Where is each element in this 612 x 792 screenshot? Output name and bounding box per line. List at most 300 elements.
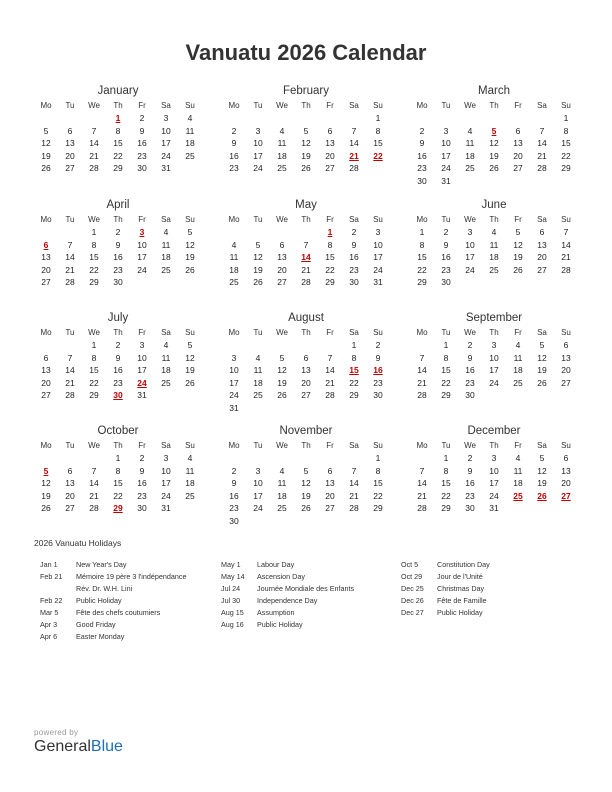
day-cell: 13 bbox=[325, 478, 335, 488]
holiday-date: Feb 22 bbox=[40, 596, 63, 605]
month-day-grid bbox=[34, 326, 202, 402]
page-title: Vanuatu 2026 Calendar bbox=[185, 40, 427, 65]
empty-cell bbox=[34, 452, 58, 465]
day-cell: 28 bbox=[89, 503, 99, 513]
month-day-grid bbox=[222, 99, 390, 175]
month-name: June bbox=[481, 199, 507, 211]
day-cell: 2 bbox=[419, 125, 425, 136]
day-cell: 21 bbox=[349, 490, 359, 501]
day-cell: 12 bbox=[253, 252, 263, 262]
holiday-name: Constitution Day bbox=[437, 560, 490, 569]
weekday-header: Mo bbox=[416, 215, 428, 224]
day-cell: 1 bbox=[115, 453, 121, 463]
holiday-column bbox=[221, 559, 354, 631]
day-cell: 4 bbox=[279, 465, 285, 476]
weekday-header: Su bbox=[373, 328, 383, 337]
day-cell: 20 bbox=[65, 490, 75, 501]
weekday-header: Sa bbox=[537, 101, 547, 110]
day-cell: 15 bbox=[325, 252, 335, 262]
day-cell: 6 bbox=[67, 125, 73, 136]
day-cell: 18 bbox=[513, 478, 523, 488]
day-cell: 21 bbox=[65, 264, 75, 275]
day-cell: 26 bbox=[537, 377, 547, 388]
day-cell: 12 bbox=[277, 365, 287, 375]
empty-cell bbox=[58, 339, 82, 352]
day-cell: 12 bbox=[301, 478, 311, 488]
month-name: December bbox=[467, 425, 521, 437]
holiday-day-cell: 3 bbox=[139, 227, 145, 237]
month-name: August bbox=[288, 312, 324, 324]
month-october bbox=[34, 423, 202, 515]
month-name: March bbox=[478, 85, 510, 97]
day-cell: 21 bbox=[65, 377, 75, 388]
day-cell: 23 bbox=[349, 264, 359, 275]
weekday-header: Fr bbox=[138, 328, 146, 337]
month-day-grid bbox=[410, 326, 578, 402]
weekday-header: Tu bbox=[441, 328, 451, 337]
day-cell: 20 bbox=[301, 377, 311, 388]
empty-cell bbox=[246, 452, 270, 465]
day-cell: 3 bbox=[163, 453, 169, 463]
day-cell: 22 bbox=[89, 264, 99, 275]
holiday-name: Easter Monday bbox=[76, 632, 125, 641]
holiday-row bbox=[40, 607, 186, 619]
day-cell: 23 bbox=[465, 490, 475, 501]
day-cell: 19 bbox=[41, 490, 51, 501]
weekday-header: Tu bbox=[65, 441, 75, 450]
empty-cell bbox=[34, 112, 58, 125]
day-cell: 7 bbox=[351, 125, 357, 136]
month-name: November bbox=[279, 425, 333, 437]
day-cell: 5 bbox=[279, 352, 285, 363]
weekday-header: Th bbox=[113, 441, 123, 450]
month-name: May bbox=[295, 199, 317, 211]
day-cell: 15 bbox=[113, 138, 123, 148]
day-cell: 31 bbox=[161, 503, 171, 513]
day-cell: 17 bbox=[161, 478, 171, 488]
empty-cell bbox=[294, 339, 318, 352]
day-cell: 9 bbox=[419, 138, 425, 148]
day-cell: 27 bbox=[277, 277, 287, 287]
day-cell: 15 bbox=[441, 478, 451, 488]
day-cell: 10 bbox=[373, 239, 383, 250]
day-cell: 17 bbox=[489, 478, 499, 488]
day-cell: 9 bbox=[115, 239, 121, 250]
day-cell: 15 bbox=[89, 252, 99, 262]
weekday-header: Mo bbox=[228, 328, 240, 337]
day-cell: 9 bbox=[443, 239, 449, 250]
empty-cell bbox=[270, 339, 294, 352]
weekday-header: Su bbox=[561, 215, 571, 224]
day-cell: 20 bbox=[561, 365, 571, 375]
day-cell: 19 bbox=[513, 252, 523, 262]
weekday-header: Sa bbox=[537, 441, 547, 450]
holiday-name: Assumption bbox=[257, 608, 295, 617]
weekday-header: Tu bbox=[65, 215, 75, 224]
day-cell: 10 bbox=[137, 239, 147, 250]
day-cell: 23 bbox=[229, 503, 239, 513]
day-cell: 26 bbox=[301, 503, 311, 513]
day-cell: 23 bbox=[137, 150, 147, 161]
day-cell: 12 bbox=[537, 465, 547, 476]
empty-cell bbox=[410, 339, 434, 352]
weekday-header: Su bbox=[373, 441, 383, 450]
day-cell: 26 bbox=[185, 377, 195, 388]
day-cell: 28 bbox=[417, 390, 427, 400]
weekday-header: Su bbox=[561, 441, 571, 450]
day-cell: 23 bbox=[229, 163, 239, 173]
day-cell: 22 bbox=[113, 490, 123, 501]
weekday-header: We bbox=[276, 101, 288, 110]
month-march bbox=[410, 83, 578, 187]
day-cell: 27 bbox=[65, 503, 75, 513]
day-cell: 2 bbox=[139, 453, 145, 463]
day-cell: 6 bbox=[539, 227, 545, 237]
day-cell: 9 bbox=[139, 465, 145, 476]
day-cell: 4 bbox=[279, 125, 285, 136]
day-cell: 19 bbox=[185, 252, 195, 262]
day-cell: 29 bbox=[561, 163, 571, 173]
day-cell: 29 bbox=[441, 503, 451, 513]
day-cell: 21 bbox=[417, 490, 427, 501]
holiday-name: Rév. Dr. W.H. Lini bbox=[76, 584, 133, 593]
holiday-name: Jour de l'Unité bbox=[437, 572, 483, 581]
weekday-header: We bbox=[276, 441, 288, 450]
day-cell: 19 bbox=[301, 150, 311, 161]
weekday-header: We bbox=[464, 441, 476, 450]
brand-logo[interactable] bbox=[34, 738, 123, 756]
weekday-header: Fr bbox=[326, 328, 334, 337]
day-cell: 24 bbox=[373, 264, 383, 275]
holiday-row bbox=[221, 607, 354, 619]
footer bbox=[34, 728, 123, 756]
day-cell: 1 bbox=[351, 340, 357, 350]
weekday-header: Tu bbox=[253, 328, 263, 337]
empty-cell bbox=[246, 339, 270, 352]
day-cell: 24 bbox=[229, 390, 239, 400]
weekday-header: Sa bbox=[349, 441, 359, 450]
day-cell: 25 bbox=[513, 377, 523, 388]
day-cell: 22 bbox=[441, 490, 451, 501]
holiday-row bbox=[221, 619, 354, 631]
month-december bbox=[410, 423, 578, 515]
holiday-day-cell: 1 bbox=[115, 113, 121, 123]
holiday-day-cell: 14 bbox=[301, 252, 311, 262]
holiday-row bbox=[40, 631, 186, 643]
holiday-day-cell: 15 bbox=[349, 365, 359, 375]
weekday-header: Sa bbox=[537, 328, 547, 337]
day-cell: 9 bbox=[351, 239, 357, 250]
day-cell: 28 bbox=[349, 503, 359, 513]
weekday-header: Th bbox=[489, 101, 499, 110]
holiday-column bbox=[40, 559, 186, 643]
holiday-date: Mar 5 bbox=[40, 608, 59, 617]
day-cell: 7 bbox=[91, 465, 97, 476]
day-cell: 12 bbox=[301, 138, 311, 148]
day-cell: 6 bbox=[43, 352, 49, 363]
day-cell: 30 bbox=[349, 277, 359, 287]
day-cell: 18 bbox=[277, 150, 287, 161]
weekday-header: Tu bbox=[441, 101, 451, 110]
day-cell: 7 bbox=[351, 465, 357, 476]
day-cell: 22 bbox=[325, 264, 335, 275]
month-name: July bbox=[107, 312, 129, 324]
day-cell: 20 bbox=[277, 264, 287, 275]
day-cell: 5 bbox=[539, 340, 545, 350]
day-cell: 15 bbox=[113, 478, 123, 488]
day-cell: 18 bbox=[489, 252, 499, 262]
day-cell: 7 bbox=[563, 227, 569, 237]
day-cell: 25 bbox=[161, 264, 171, 275]
day-cell: 7 bbox=[67, 239, 73, 250]
day-cell: 27 bbox=[537, 264, 547, 275]
day-cell: 5 bbox=[303, 465, 309, 476]
day-cell: 23 bbox=[417, 163, 427, 173]
holiday-day-cell: 5 bbox=[491, 125, 497, 136]
empty-cell bbox=[294, 112, 318, 125]
day-cell: 17 bbox=[253, 150, 263, 161]
day-cell: 8 bbox=[563, 125, 569, 136]
empty-cell bbox=[530, 112, 554, 125]
holidays-heading: 2026 Vanuatu Holidays bbox=[34, 538, 122, 548]
day-cell: 6 bbox=[279, 239, 285, 250]
weekday-header: Th bbox=[301, 215, 311, 224]
day-cell: 24 bbox=[253, 503, 263, 513]
day-cell: 15 bbox=[373, 138, 383, 148]
day-cell: 1 bbox=[563, 113, 569, 123]
day-cell: 16 bbox=[417, 150, 427, 161]
weekday-header: Mo bbox=[416, 441, 428, 450]
day-cell: 25 bbox=[277, 503, 287, 513]
month-april bbox=[34, 197, 202, 289]
day-cell: 2 bbox=[443, 227, 449, 237]
holiday-date bbox=[40, 583, 76, 595]
month-name: April bbox=[106, 199, 130, 211]
day-cell: 22 bbox=[441, 377, 451, 388]
day-cell: 20 bbox=[325, 490, 335, 501]
day-cell: 8 bbox=[327, 239, 333, 250]
empty-cell bbox=[294, 226, 318, 239]
day-cell: 11 bbox=[513, 352, 523, 363]
holiday-name: Public Holiday bbox=[257, 620, 303, 629]
day-cell: 30 bbox=[441, 277, 451, 287]
holiday-row bbox=[221, 571, 354, 583]
day-cell: 30 bbox=[417, 175, 427, 186]
weekday-header: Tu bbox=[441, 441, 451, 450]
month-july bbox=[34, 310, 202, 402]
day-cell: 16 bbox=[349, 252, 359, 262]
day-cell: 5 bbox=[187, 227, 193, 237]
day-cell: 5 bbox=[255, 239, 261, 250]
day-cell: 10 bbox=[489, 352, 499, 363]
holiday-day-cell: 22 bbox=[373, 150, 383, 161]
day-cell: 22 bbox=[89, 377, 99, 388]
day-cell: 14 bbox=[89, 138, 99, 148]
weekday-header: Mo bbox=[416, 328, 428, 337]
day-cell: 28 bbox=[325, 390, 335, 400]
day-cell: 25 bbox=[489, 264, 499, 275]
month-september bbox=[410, 310, 578, 402]
empty-cell bbox=[222, 452, 246, 465]
day-cell: 13 bbox=[41, 252, 51, 262]
weekday-header: Su bbox=[561, 328, 571, 337]
day-cell: 29 bbox=[89, 277, 99, 287]
day-cell: 3 bbox=[443, 125, 449, 136]
day-cell: 8 bbox=[375, 465, 381, 476]
day-cell: 31 bbox=[161, 163, 171, 173]
day-cell: 24 bbox=[161, 490, 171, 501]
month-november bbox=[222, 423, 390, 527]
day-cell: 7 bbox=[327, 352, 333, 363]
day-cell: 3 bbox=[255, 465, 261, 476]
day-cell: 28 bbox=[561, 264, 571, 275]
day-cell: 8 bbox=[443, 465, 449, 476]
day-cell: 2 bbox=[375, 340, 381, 350]
day-cell: 9 bbox=[139, 125, 145, 136]
holiday-name: Labour Day bbox=[257, 560, 295, 569]
day-cell: 17 bbox=[465, 252, 475, 262]
day-cell: 9 bbox=[375, 352, 381, 363]
day-cell: 8 bbox=[375, 125, 381, 136]
weekday-header: Fr bbox=[514, 328, 522, 337]
empty-cell bbox=[342, 452, 366, 465]
weekday-header: Th bbox=[301, 328, 311, 337]
day-cell: 2 bbox=[139, 113, 145, 123]
day-cell: 9 bbox=[231, 478, 237, 488]
day-cell: 13 bbox=[537, 239, 547, 250]
day-cell: 21 bbox=[89, 490, 99, 501]
day-cell: 16 bbox=[113, 252, 123, 262]
empty-cell bbox=[34, 226, 58, 239]
day-cell: 15 bbox=[417, 252, 427, 262]
holiday-row bbox=[401, 595, 490, 607]
day-cell: 27 bbox=[325, 503, 335, 513]
day-cell: 16 bbox=[229, 490, 239, 501]
day-cell: 10 bbox=[441, 138, 451, 148]
day-cell: 29 bbox=[349, 390, 359, 400]
day-cell: 15 bbox=[561, 138, 571, 148]
day-cell: 10 bbox=[253, 478, 263, 488]
day-cell: 20 bbox=[513, 150, 523, 161]
day-cell: 7 bbox=[67, 352, 73, 363]
day-cell: 13 bbox=[325, 138, 335, 148]
holiday-date: May 1 bbox=[221, 560, 241, 569]
holiday-row bbox=[40, 559, 186, 571]
month-august bbox=[222, 310, 390, 414]
day-cell: 12 bbox=[41, 138, 51, 148]
month-day-grid bbox=[34, 99, 202, 175]
day-cell: 27 bbox=[41, 277, 51, 287]
empty-cell bbox=[458, 112, 482, 125]
day-cell: 8 bbox=[351, 352, 357, 363]
day-cell: 29 bbox=[113, 163, 123, 173]
day-cell: 23 bbox=[113, 264, 123, 275]
empty-cell bbox=[58, 112, 82, 125]
day-cell: 8 bbox=[91, 352, 97, 363]
holiday-day-cell: 21 bbox=[349, 150, 359, 161]
day-cell: 22 bbox=[373, 490, 383, 501]
weekday-header: Mo bbox=[40, 215, 52, 224]
holiday-column bbox=[401, 559, 490, 619]
weekday-header: Fr bbox=[138, 101, 146, 110]
weekday-header: Fr bbox=[138, 215, 146, 224]
holiday-date: Apr 6 bbox=[40, 632, 58, 641]
weekday-header: Sa bbox=[161, 441, 171, 450]
empty-cell bbox=[342, 112, 366, 125]
day-cell: 11 bbox=[489, 239, 499, 250]
day-cell: 27 bbox=[41, 390, 51, 400]
day-cell: 25 bbox=[185, 490, 195, 501]
powered-by-text: powered by bbox=[34, 728, 79, 737]
holiday-name: New Year's Day bbox=[76, 560, 127, 569]
day-cell: 27 bbox=[301, 390, 311, 400]
weekday-header: Su bbox=[185, 328, 195, 337]
day-cell: 2 bbox=[115, 227, 121, 237]
day-cell: 9 bbox=[115, 352, 121, 363]
day-cell: 30 bbox=[373, 390, 383, 400]
holiday-date: Oct 5 bbox=[401, 560, 419, 569]
day-cell: 25 bbox=[229, 277, 239, 287]
day-cell: 6 bbox=[303, 352, 309, 363]
empty-cell bbox=[434, 112, 458, 125]
holiday-name: Public Holiday bbox=[76, 596, 122, 605]
day-cell: 30 bbox=[229, 515, 239, 526]
weekday-header: We bbox=[464, 101, 476, 110]
weekday-header: Th bbox=[489, 215, 499, 224]
day-cell: 12 bbox=[185, 239, 195, 250]
day-cell: 26 bbox=[301, 163, 311, 173]
empty-cell bbox=[318, 339, 342, 352]
day-cell: 2 bbox=[231, 125, 237, 136]
empty-cell bbox=[270, 452, 294, 465]
day-cell: 11 bbox=[277, 138, 287, 148]
day-cell: 26 bbox=[513, 264, 523, 275]
day-cell: 20 bbox=[41, 377, 51, 388]
day-cell: 9 bbox=[467, 465, 473, 476]
day-cell: 4 bbox=[515, 453, 521, 463]
day-cell: 31 bbox=[489, 503, 499, 513]
day-cell: 1 bbox=[443, 453, 449, 463]
holiday-name: Christmas Day bbox=[437, 584, 485, 593]
day-cell: 27 bbox=[513, 163, 523, 173]
month-name: September bbox=[465, 312, 523, 324]
day-cell: 19 bbox=[301, 490, 311, 501]
day-cell: 31 bbox=[373, 277, 383, 287]
day-cell: 11 bbox=[513, 465, 523, 476]
holiday-name: Journée Mondiale des Enfants bbox=[257, 584, 355, 593]
day-cell: 7 bbox=[91, 125, 97, 136]
day-cell: 1 bbox=[375, 113, 381, 123]
day-cell: 25 bbox=[465, 163, 475, 173]
holiday-day-cell: 1 bbox=[327, 227, 333, 237]
month-may bbox=[222, 197, 390, 289]
weekday-header: Su bbox=[185, 101, 195, 110]
day-cell: 27 bbox=[325, 163, 335, 173]
day-cell: 13 bbox=[65, 478, 75, 488]
month-june bbox=[410, 197, 578, 289]
empty-cell bbox=[410, 452, 434, 465]
day-cell: 16 bbox=[465, 365, 475, 375]
month-day-grid bbox=[34, 213, 202, 289]
holiday-name: Good Friday bbox=[76, 620, 116, 629]
day-cell: 11 bbox=[161, 352, 171, 363]
empty-cell bbox=[318, 112, 342, 125]
holiday-row bbox=[221, 559, 354, 571]
day-cell: 29 bbox=[373, 503, 383, 513]
holiday-day-cell: 27 bbox=[561, 490, 571, 501]
day-cell: 12 bbox=[185, 352, 195, 363]
holiday-row bbox=[401, 583, 490, 595]
